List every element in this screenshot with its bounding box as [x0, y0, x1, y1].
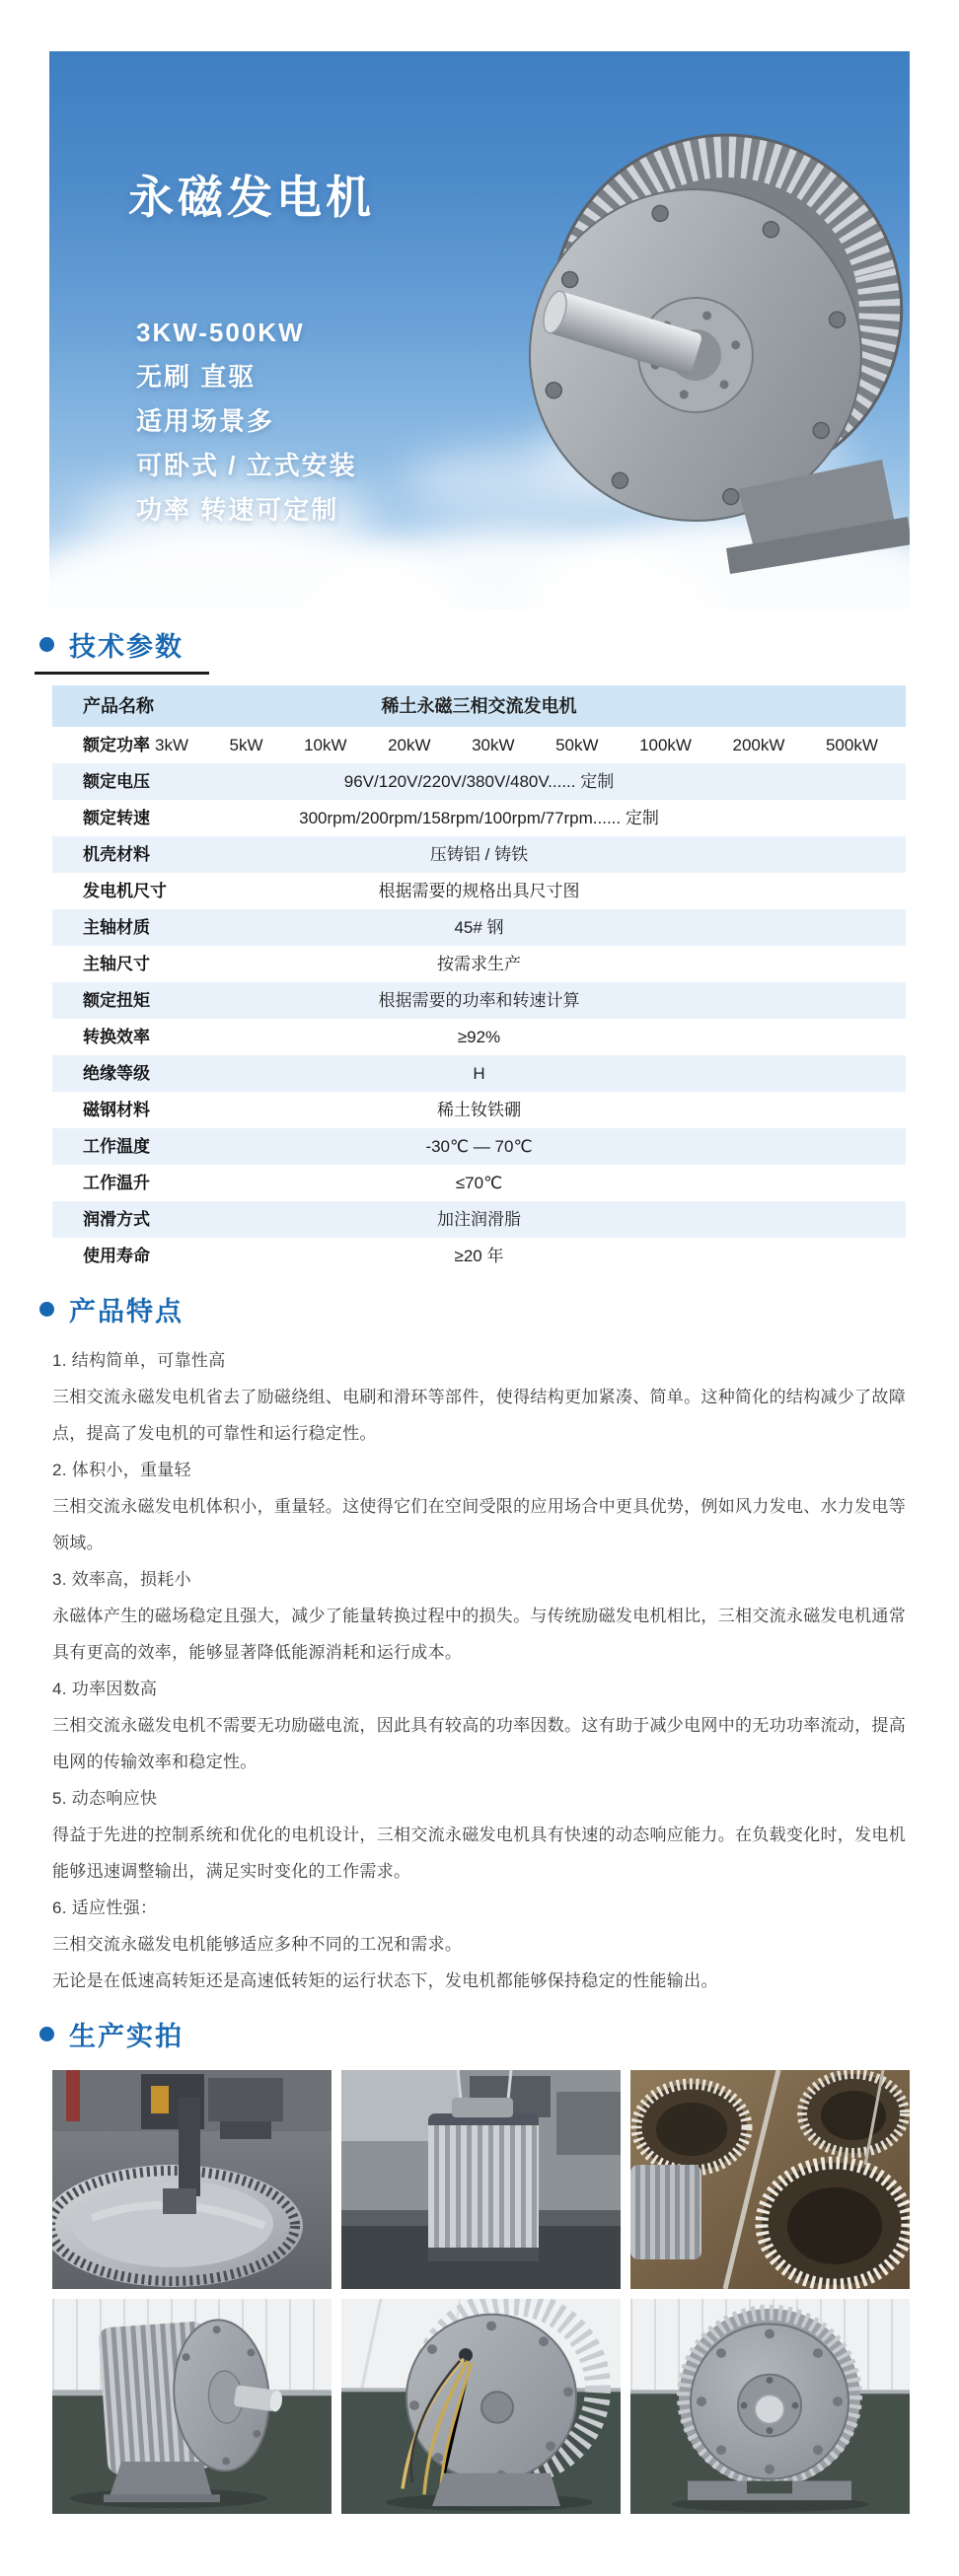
feature-body: 三相交流永磁发电机体积小，重量轻。这使得它们在空间受限的应用场合中更具优势，例如风力发电、水力发电等领域。 [52, 1497, 906, 1552]
spec-label: 润滑方式 [83, 1210, 150, 1229]
spec-row-efficiency [52, 1019, 906, 1055]
spec-label: 绝缘等级 [83, 1064, 150, 1083]
power-option: 200kW [732, 736, 785, 754]
hero-product-title: 永磁发电机 [128, 172, 375, 223]
section-heading-features [0, 1290, 959, 1328]
spec-value: 96V/120V/220V/380V/480V...... 定制 [343, 772, 615, 791]
spec-row-rated-torque [52, 982, 906, 1019]
spec-label: 额定转速 [83, 809, 150, 827]
feature-title: 4. 功率因数高 [52, 1680, 158, 1698]
spec-row-service-life [52, 1238, 906, 1274]
spec-label: 额定功率 [83, 736, 150, 754]
spec-row-rated-voltage [52, 763, 906, 800]
power-options [155, 727, 878, 763]
feature-title: 2. 体积小，重量轻 [52, 1461, 191, 1479]
feature-body: 无论是在低速高转矩还是高速低转矩的运行状态下，发电机都能够保持稳定的性能输出。 [52, 1971, 718, 1990]
generator-product-image [489, 116, 910, 584]
power-option: 500kW [825, 736, 878, 754]
spec-value: 按需求生产 [437, 955, 521, 973]
spec-label: 产品名称 [83, 696, 154, 716]
spec-value: 稀土永磁三相交流发电机 [381, 696, 577, 716]
spec-label: 主轴材质 [83, 918, 150, 937]
power-option: 20kW [388, 736, 431, 754]
power-option: 50kW [555, 736, 599, 754]
spec-value: 300rpm/200rpm/158rpm/100rpm/77rpm...... 定制 [299, 809, 659, 827]
photo-generator-front-view [630, 2299, 910, 2514]
spec-row-temperature-rise [52, 1165, 906, 1201]
spec-label: 额定电压 [83, 772, 150, 791]
photo-generator-side-view [52, 2299, 332, 2514]
spec-value: ≥20 年 [454, 1247, 504, 1265]
photo-stator-cores [630, 2070, 910, 2289]
power-option: 30kW [472, 736, 515, 754]
spec-value: ≤70℃ [455, 1174, 503, 1192]
hero-selling-point: 功率 转速可定制 [136, 495, 339, 525]
spec-label: 转换效率 [83, 1028, 150, 1046]
spec-value: 45# 钢 [454, 918, 504, 937]
spec-row-shaft-material [52, 909, 906, 946]
feature-body: 得益于先进的控制系统和优化的电机设计，三相交流永磁发电机具有快速的动态响应能力。在负载变化时，发电机能够迅速调整输出，满足实时变化的工作需求。 [52, 1825, 906, 1881]
spec-label: 发电机尺寸 [83, 882, 167, 900]
bullet-dot-icon [39, 637, 54, 652]
spec-value: -30℃ — 70℃ [425, 1137, 533, 1156]
hero-selling-points [136, 311, 357, 533]
bullet-dot-icon [39, 1302, 54, 1317]
spec-label: 工作温升 [83, 1174, 150, 1192]
spec-value: 压铸铝 / 铸铁 [429, 845, 529, 864]
spec-row-shaft-size [52, 946, 906, 982]
hero-selling-point: 适用场景多 [136, 406, 275, 436]
spec-table [52, 685, 906, 1274]
spec-row-generator-size [52, 873, 906, 909]
spec-value: 加注润滑脂 [437, 1210, 521, 1229]
production-photo-grid [52, 2070, 910, 2514]
heading-underline [35, 672, 209, 675]
photo-generator-wiring [341, 2299, 621, 2514]
spec-value: H [473, 1064, 485, 1083]
power-option: 5kW [229, 736, 263, 754]
hero-selling-point: 可卧式 / 立式安装 [136, 451, 357, 480]
hero-selling-point: 无刷 直驱 [136, 362, 257, 392]
section-heading-specs [0, 625, 959, 664]
photo-stator-lamination-machining [52, 2070, 332, 2289]
section-title: 生产实拍 [69, 2022, 184, 2051]
section-heading-photos [0, 2015, 959, 2053]
spec-row-working-temperature [52, 1128, 906, 1165]
spec-label: 磁钢材料 [83, 1101, 150, 1119]
spec-row-rated-speed [52, 800, 906, 836]
power-option: 100kW [639, 736, 692, 754]
spec-value: ≥92% [457, 1028, 501, 1046]
feature-body: 永磁体产生的磁场稳定且强大，减少了能量转换过程中的损失。与传统励磁发电机相比，三相交流永磁发电机通常具有更高的效率，能够显著降低能源消耗和运行成本。 [52, 1607, 906, 1662]
spec-label: 主轴尺寸 [83, 955, 150, 973]
power-option: 10kW [304, 736, 347, 754]
spec-label: 额定扭矩 [83, 991, 150, 1010]
section-title: 技术参数 [69, 632, 184, 662]
spec-row-insulation-class [52, 1055, 906, 1092]
spec-label: 工作温度 [83, 1137, 150, 1156]
feature-body: 三相交流永磁发电机能够适应多种不同的工况和需求。 [52, 1935, 463, 1954]
spec-row-product-name [52, 685, 906, 727]
spec-row-lubrication [52, 1201, 906, 1238]
product-features-text [52, 1342, 910, 1999]
spec-row-magnet-material [52, 1092, 906, 1128]
spec-value: 根据需要的功率和转速计算 [378, 991, 580, 1010]
feature-title: 3. 效率高，损耗小 [52, 1570, 191, 1589]
feature-body: 三相交流永磁发电机不需要无功励磁电流，因此具有较高的功率因数。这有助于减少电网中的无功功率流动，提高电网的传输效率和稳定性。 [52, 1716, 906, 1771]
bullet-dot-icon [39, 2027, 54, 2041]
hero-selling-point: 3KW-500KW [136, 318, 305, 347]
spec-value: 稀土钕铁硼 [437, 1101, 521, 1119]
spec-row-rated-power [52, 727, 906, 763]
feature-title: 5. 动态响应快 [52, 1789, 158, 1808]
feature-body: 三相交流永磁发电机省去了励磁绕组、电刷和滑环等部件，使得结构更加紧凑、简单。这种简化的结构减少了故障点，提高了发电机的可靠性和运行稳定性。 [52, 1388, 906, 1443]
section-title: 产品特点 [69, 1297, 184, 1326]
photo-rotor-core [341, 2070, 621, 2289]
spec-value: 根据需要的规格出具尺寸图 [378, 882, 580, 900]
hero-banner [49, 51, 910, 609]
spec-label: 使用寿命 [83, 1247, 150, 1265]
spec-label: 机壳材料 [83, 845, 150, 864]
feature-title: 1. 结构简单，可靠性高 [52, 1351, 226, 1370]
feature-title: 6. 适应性强： [52, 1898, 158, 1917]
spec-row-housing-material [52, 836, 906, 873]
power-option: 3kW [155, 736, 188, 754]
